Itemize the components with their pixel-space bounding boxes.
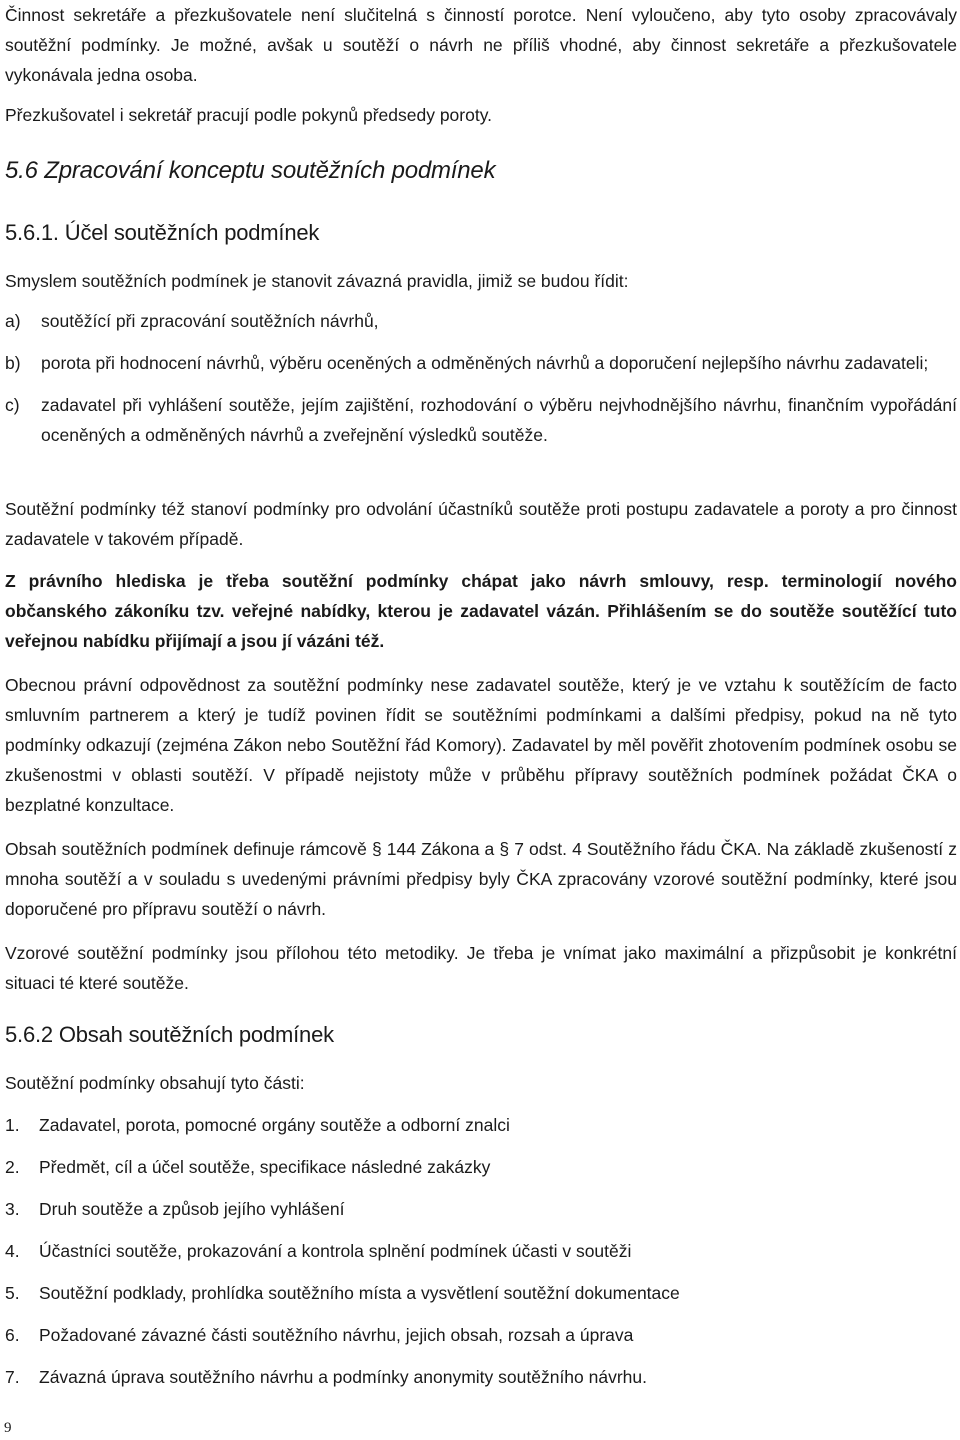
list-item <box>5 1194 957 1224</box>
list-text: Účastníci soutěže, prokazování a kontrola splnění podmínek účasti v soutěži <box>39 1241 632 1261</box>
list-marker: 2. <box>5 1157 20 1177</box>
list-marker: 5. <box>5 1283 20 1303</box>
section-heading-5-6-1: 5.6.1. Účel soutěžních podmínek <box>5 220 320 245</box>
list-text: Předmět, cíl a účel soutěže, specifikace následné zakázky <box>39 1157 491 1177</box>
list-item <box>5 306 957 336</box>
list-item <box>5 1362 957 1392</box>
list-marker: 3. <box>5 1199 20 1219</box>
list-text: Požadované závazné části soutěžního návrhu, jejich obsah, rozsah a úprava <box>39 1325 634 1345</box>
list-marker: 6. <box>5 1325 20 1345</box>
list-marker: c) <box>5 395 20 415</box>
list-text: Soutěžní podklady, prohlídka soutěžního místa a vysvětlení soutěžní dokumentace <box>39 1283 680 1303</box>
responsibility-paragraph: Obecnou právní odpovědnost za soutěžní podmínky nese zadavatel soutěže, který je ve vztahu k soutěžícím de facto smluvním partnerem a který je tudíž povinen řídit se soutěžními podmínkami a dalšími předpisy, pokud na ně tyto podmínky odkazují (zejména Zákon nebo Soutěžní řád Komory). Zadavatel by měl pověřit zhotovením podmínek osobu se zkušenostmi v oblasti soutěží. V případě nejistoty může v průběhu přípravy soutěžních podmínek požádat ČKA o bezplatné konzultace. <box>5 675 957 815</box>
intro-paragraph: Činnost sekretáře a přezkušovatele není slučitelná s činností porotce. Není vyloučeno, aby tyto osoby zpracovávaly soutěžní podmínky. Je možné, avšak u soutěží o návrh ne příliš vhodné, aby činnost sekretáře a přezkušovatele vykonávala jedna osoba. <box>5 5 957 85</box>
list-text: Druh soutěže a způsob jejího vyhlášení <box>39 1199 345 1219</box>
list-item <box>5 1278 957 1308</box>
list-text: soutěžící při zpracování soutěžních návrhů, <box>41 311 379 331</box>
parts-lead: Soutěžní podmínky obsahují tyto části: <box>5 1073 305 1093</box>
list-item <box>5 390 957 450</box>
list-marker: b) <box>5 353 21 373</box>
list-marker: 1. <box>5 1115 20 1135</box>
list-text: porota při hodnocení návrhů, výběru oceněných a odměněných návrhů a doporučení nejlepšího návrhu zadavateli; <box>41 353 929 373</box>
list-item <box>5 1320 957 1350</box>
list-text: Zadavatel, porota, pomocné orgány soutěže a odborní znalci <box>39 1115 510 1135</box>
list-marker: 7. <box>5 1367 20 1387</box>
list-item <box>5 1110 957 1140</box>
intro-paragraph-2: Přezkušovatel i sekretář pracují podle pokynů předsedy poroty. <box>5 105 493 125</box>
list-item <box>5 1152 957 1182</box>
page-number: 9 <box>4 1420 12 1436</box>
parts-list <box>5 1110 957 1392</box>
list-marker: a) <box>5 311 21 331</box>
section-heading-5-6-2: 5.6.2 Obsah soutěžních podmínek <box>5 1022 334 1047</box>
purpose-list <box>5 306 957 450</box>
content-paragraph: Obsah soutěžních podmínek definuje rámcově § 144 Zákona a § 7 odst. 4 Soutěžního řádu ČKA. Na základě zkušeností z mnoha soutěží a v souladu s uvedenými právními předpisy byly ČKA zpracovány vzorové soutěžní podmínky, které jsou doporučené pro přípravu soutěží o návrh. <box>5 839 957 919</box>
section-heading-5-6: 5.6 Zpracování konceptu soutěžních podmínek <box>5 157 496 184</box>
list-item <box>5 348 957 378</box>
list-text: zadavatel při vyhlášení soutěže, jejím zajištění, rozhodování o výběru nejvhodnějšího návrhu, finančním vypořádání oceněných a odměněných návrhů a zveřejnění výsledků soutěže. <box>41 395 957 445</box>
list-text: Závazná úprava soutěžního návrhu a podmínky anonymity soutěžního návrhu. <box>39 1367 648 1387</box>
appeal-paragraph: Soutěžní podmínky též stanoví podmínky pro odvolání účastníků soutěže proti postupu zadavatele a poroty a pro činnost zadavatele v takovém případě. <box>5 499 957 549</box>
purpose-lead: Smyslem soutěžních podmínek je stanovit závazná pravidla, jimiž se budou řídit: <box>5 271 629 291</box>
list-marker: 4. <box>5 1241 20 1261</box>
legal-paragraph: Z právního hlediska je třeba soutěžní podmínky chápat jako návrh smlouvy, resp. terminologií nového občanského zákoníku tzv. veřejné nabídky, kterou je zadavatel vázán. Přihlášením se do soutěže soutěžící tuto veřejnou nabídku přijímají a jsou jí vázáni též. <box>5 571 957 651</box>
template-paragraph: Vzorové soutěžní podmínky jsou přílohou této metodiky. Je třeba je vnímat jako maximální a přizpůsobit je konkrétní situaci té které soutěže. <box>5 943 957 993</box>
list-item <box>5 1236 957 1266</box>
